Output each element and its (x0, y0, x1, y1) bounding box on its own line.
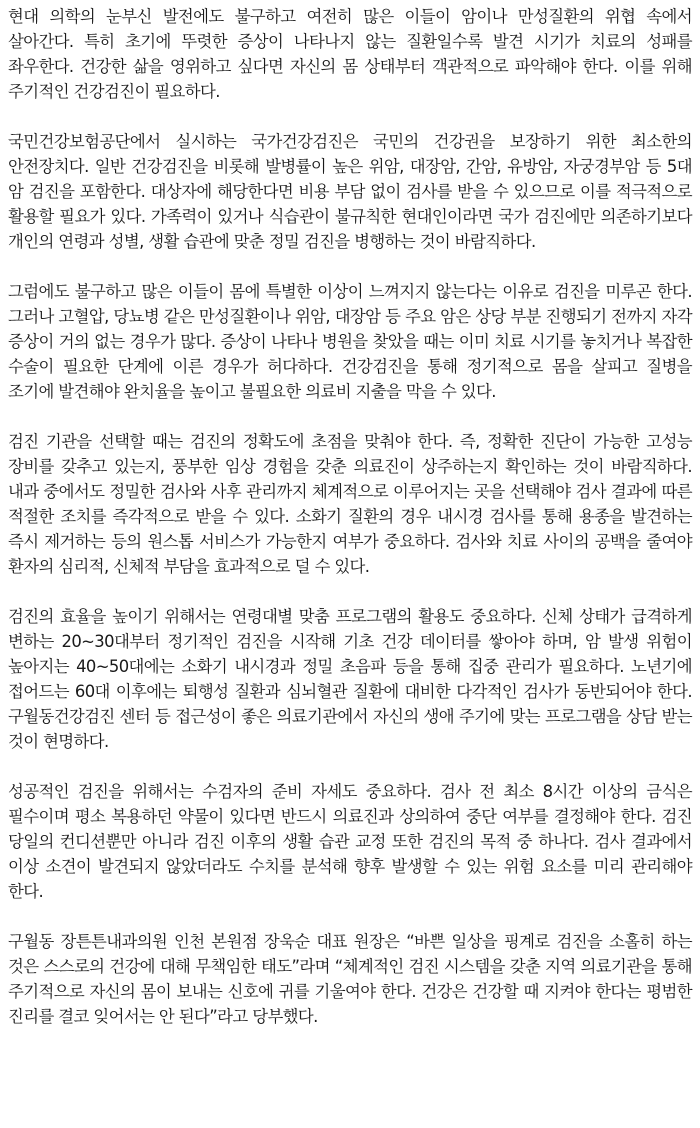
paragraph-doctor-quote: 구월동 장튼튼내과의원 인천 본원점 장욱순 대표 원장은 “바쁜 일상을 핑계로 검진을 소홀히 하는 것은 스스로의 건강에 대해 무책임한 태도”라며 “체계적인 검진 시스템을 갖춘 지역 의료기관을 통해 주기적으로 자신의 몸이 보내는 신호에 귀를 기울여야 한다. 건강은 건강할 때 지켜야 한다는 평범한 진리를 결코 잊어서는 안 된다”라고 당부했다. (8, 932, 692, 1026)
paragraph-preparation: 성공적인 검진을 위해서는 수검자의 준비 자세도 중요하다. 검사 전 최소 8시간 이상의 금식은 필수이며 평소 복용하던 약물이 있다면 반드시 의료진과 상의하여 중단 여부를 결정해야 한다. 검진 당일의 컨디션뿐만 아니라 검진 이후의 생활 습관 교정 또한 검진의 목적 중 하나다. 검사 결과에서 이상 소견이 발견되지 않았더라도 수치를 분석해 향후 발생할 수 있는 위험 요소를 미리 관리해야 한다. (8, 782, 692, 901)
paragraph-intro: 현대 의학의 눈부신 발전에도 불구하고 여전히 많은 이들이 암이나 만성질환의 위협 속에서 살아간다. 특히 초기에 뚜렷한 증상이 나타나지 않는 질환일수록 발견 시기가 치료의 성패를 좌우한다. 건강한 삶을 영위하고 싶다면 자신의 몸 상태부터 객관적으로 파악해야 한다. 이를 위해 주기적인 건강검진이 필요하다. (8, 7, 692, 101)
paragraph-choosing-clinic: 검진 기관을 선택할 때는 검진의 정확도에 초점을 맞춰야 한다. 즉, 정확한 진단이 가능한 고성능 장비를 갖추고 있는지, 풍부한 임상 경험을 갖춘 의료진이 상주하는지 확인하는 것이 바람직하다. 내과 중에서도 정밀한 검사와 사후 관리까지 체계적으로 이루어지는 곳을 선택해야 검사 결과에 따른 적절한 조치를 즉각적으로 받을 수 있다. 소화기 질환의 경우 내시경 검사를 통해 용종을 발견하는 즉시 제거하는 등의 원스톱 서비스가 가능한지 여부가 중요하다. 검사와 치료 사이의 공백을 줄여야 환자의 심리적, 신체적 부담을 효과적으로 덜 수 있다. (8, 432, 692, 576)
article-body (8, 4, 692, 1029)
paragraph-national-checkup: 국민건강보험공단에서 실시하는 국가건강검진은 국민의 건강권을 보장하기 위한 최소한의 안전장치다. 일반 건강검진을 비롯해 발병률이 높은 위암, 대장암, 간암, 유방암, 자궁경부암 등 5대 암 검진을 포함한다. 대상자에 해당한다면 비용 부담 없이 검사를 받을 수 있으므로 이를 적극적으로 활용할 필요가 있다. 가족력이 있거나 식습관이 불규칙한 현대인이라면 국가 검진에만 의존하기보다 개인의 연령과 성별, 생활 습관에 맞춘 정밀 검진을 병행하는 것이 바람직하다. (8, 132, 692, 251)
paragraph-age-programs: 검진의 효율을 높이기 위해서는 연령대별 맞춤 프로그램의 활용도 중요하다. 신체 상태가 급격하게 변하는 20~30대부터 정기적인 검진을 시작해 기초 건강 데이터를 쌓아야 하며, 암 발생 위험이 높아지는 40~50대에는 소화기 내시경과 정밀 초음파 등을 통해 집중 관리가 필요하다. 노년기에 접어드는 60대 이후에는 퇴행성 질환과 심뇌혈관 질환에 대비한 다각적인 검사가 동반되어야 한다. 구월동건강검진 센터 등 접근성이 좋은 의료기관에서 자신의 생애 주기에 맞는 프로그램을 상담 받는 것이 현명하다. (8, 607, 692, 751)
paragraph-delay-risk: 그럼에도 불구하고 많은 이들이 몸에 특별한 이상이 느껴지지 않는다는 이유로 검진을 미루곤 한다. 그러나 고혈압, 당뇨병 같은 만성질환이나 위암, 대장암 등 주요 암은 상당 부분 진행되기 전까지 자각 증상이 거의 없는 경우가 많다. 증상이 나타나 병원을 찾았을 때는 이미 치료 시기를 놓치거나 복잡한 수술이 필요한 단계에 이른 경우가 허다하다. 건강검진을 통해 정기적으로 몸을 살피고 질병을 조기에 발견해야 완치율을 높이고 불필요한 의료비 지출을 막을 수 있다. (8, 282, 692, 401)
